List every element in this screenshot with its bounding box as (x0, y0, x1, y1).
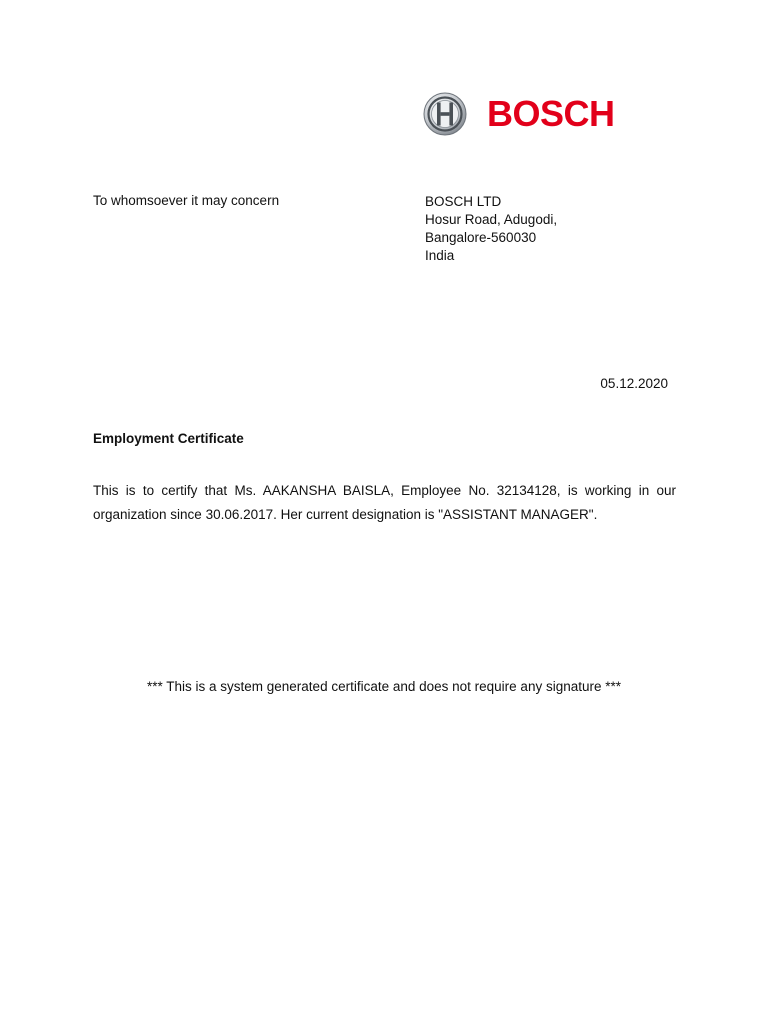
address-line: India (425, 248, 455, 263)
company-address (425, 193, 557, 265)
address-line: Bangalore-560030 (425, 230, 537, 245)
logo-wordmark: BOSCH (487, 93, 615, 134)
salutation: To whomsoever it may concern (93, 193, 280, 208)
address-line: BOSCH LTD (425, 194, 502, 209)
letter-body: This is to certify that Ms. AAKANSHA BAISLA, Employee No. 32134128, is working in our organization since 30.06.2017. Her current designation is "ASSISTANT MANAGER". (93, 483, 676, 522)
letter-subject: Employment Certificate (93, 431, 244, 446)
address-line: Hosur Road, Adugodi, (425, 212, 558, 227)
bosch-armature-emblem-icon (423, 92, 467, 136)
company-logo (423, 91, 615, 137)
system-generated-note: *** This is a system generated certificate and does not require any signature *** (146, 679, 622, 694)
letter-date: 05.12.2020 (600, 376, 668, 391)
